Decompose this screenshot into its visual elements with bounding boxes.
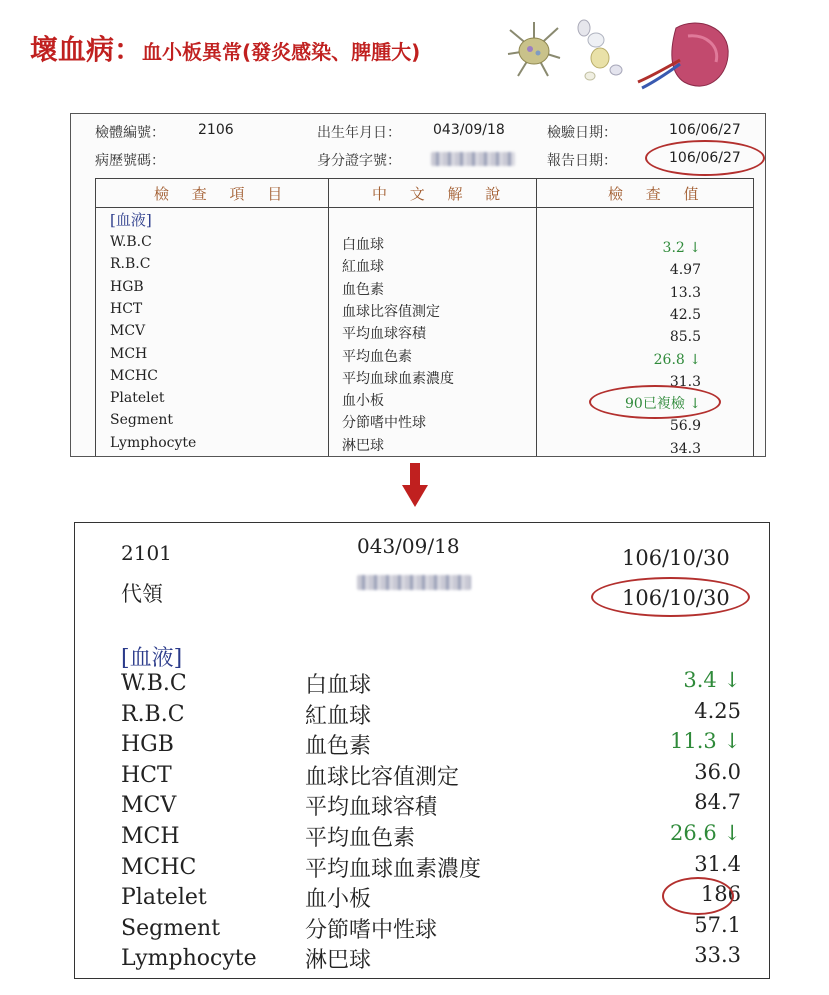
test-description: 平均血球容積 [342,326,426,343]
test-description: 血球比容值測定 [305,764,460,790]
test-value: 36.0 [694,759,741,784]
platelet-highlight [589,385,721,419]
birth-label: 出生年月日： [317,125,401,141]
test-description: 分節嗜中性球 [342,415,426,432]
record-label: 病歷號碼： [95,153,165,169]
test-description: 血色素 [305,734,372,760]
specimen-value-2: 2101 [121,541,172,565]
test-name: HCT [121,762,172,788]
test-description: 血小板 [342,393,384,410]
report-before [70,113,766,457]
test-description: 白血球 [305,673,372,698]
test-value: 11.3 ↓ [669,729,741,754]
test-name: Platelet [121,885,207,911]
report-after [74,522,770,979]
birth-value-2: 043/09/18 [357,534,460,558]
test-name: R.B.C [110,256,151,273]
test-value: 13.3 [669,284,701,301]
test-value: 33.3 [694,943,741,968]
title-subtitle: 血小板異常(發炎感染、脾腫大) [142,40,421,64]
test-description: 平均血球血素濃度 [305,856,482,882]
test-description: 平均血色素 [305,826,416,851]
platelet-cell-icon [504,20,564,80]
test-name: MCV [121,793,177,819]
test-description: 淋巴球 [342,437,384,454]
test-value: 42.5 [669,306,701,323]
test-name: W.B.C [121,671,187,696]
test-name: W.B.C [110,234,152,250]
test-value: 3.4 ↓ [683,668,741,692]
test-name: MCHC [121,854,197,880]
test-value: 90已複檢 ↓ [625,396,701,413]
test-value: 4.97 [669,262,701,279]
column-header-item: 檢 查 項 目 [154,185,292,203]
column-header-value: 檢 查 值 [608,185,708,203]
test-name: HGB [121,732,174,758]
down-arrow-icon [402,463,428,507]
test-value: 3.2 ↓ [662,240,701,256]
test-name: MCHC [110,367,158,384]
test-name: HCT [110,300,143,317]
test-description: 淋巴球 [305,948,372,974]
test-description: 平均血球容積 [305,795,438,821]
test-name: R.B.C [121,701,185,727]
report-date-value-2: 106/10/30 [622,586,730,610]
test-value: 26.8 ↓ [653,351,701,368]
test-name: MCH [121,824,180,849]
report-date-highlight-2 [591,577,750,617]
report-date-value: 106/06/27 [669,150,741,166]
test-description: 血球比容值測定 [342,303,440,320]
test-description: 血小板 [305,887,372,913]
specimen-value: 2106 [198,122,234,138]
test-value: 186 [700,882,741,907]
test-name: Segment [121,915,221,941]
page-title [30,28,420,68]
title-main: 壞血病： [30,33,143,66]
report-date-label: 報告日期： [547,153,617,169]
id-redacted [431,152,515,166]
test-name: Lymphocyte [110,434,197,451]
test-name: MCV [110,323,146,340]
test-description: 紅血球 [305,703,372,729]
id-redacted-2 [357,575,471,590]
test-date-value-2: 106/10/30 [622,546,730,570]
test-name: MCH [110,345,148,362]
test-description: 白血球 [342,237,384,253]
test-description: 平均血色素 [342,348,412,365]
id-label: 身分證字號： [317,153,401,169]
test-description: 血色素 [342,281,384,298]
test-name: Lymphocyte [121,946,257,972]
test-date-value: 106/06/27 [669,122,741,138]
test-date-label: 檢驗日期： [547,125,617,141]
platelet-highlight-2 [662,877,734,915]
test-name: Platelet [110,390,165,407]
test-name: HGB [110,278,144,295]
test-value: 34.3 [669,440,701,457]
test-value: 56.9 [669,418,701,435]
record-value-2: 代領 [121,582,163,606]
test-value: 26.6 ↓ [669,821,741,845]
column-header-desc: 中 文 解 說 [372,185,510,203]
birth-value: 043/09/18 [433,122,505,138]
test-value: 85.5 [669,329,701,346]
section-label: [血液] [110,211,152,229]
section-label-2: [血液] [121,646,183,671]
cell-fragments-icon [570,18,630,84]
test-description: 紅血球 [342,259,384,276]
test-value: 84.7 [694,790,741,815]
test-value: 31.4 [694,851,741,876]
test-value: 4.25 [694,698,741,723]
specimen-label: 檢體編號： [95,125,165,141]
test-value: 57.1 [694,912,741,937]
test-name: Segment [110,412,174,429]
test-description: 平均血球血素濃度 [342,370,454,387]
report-date-highlight [645,140,765,176]
test-description: 分節嗜中性球 [305,917,438,943]
spleen-icon [636,16,736,94]
test-value: 31.3 [669,373,701,390]
